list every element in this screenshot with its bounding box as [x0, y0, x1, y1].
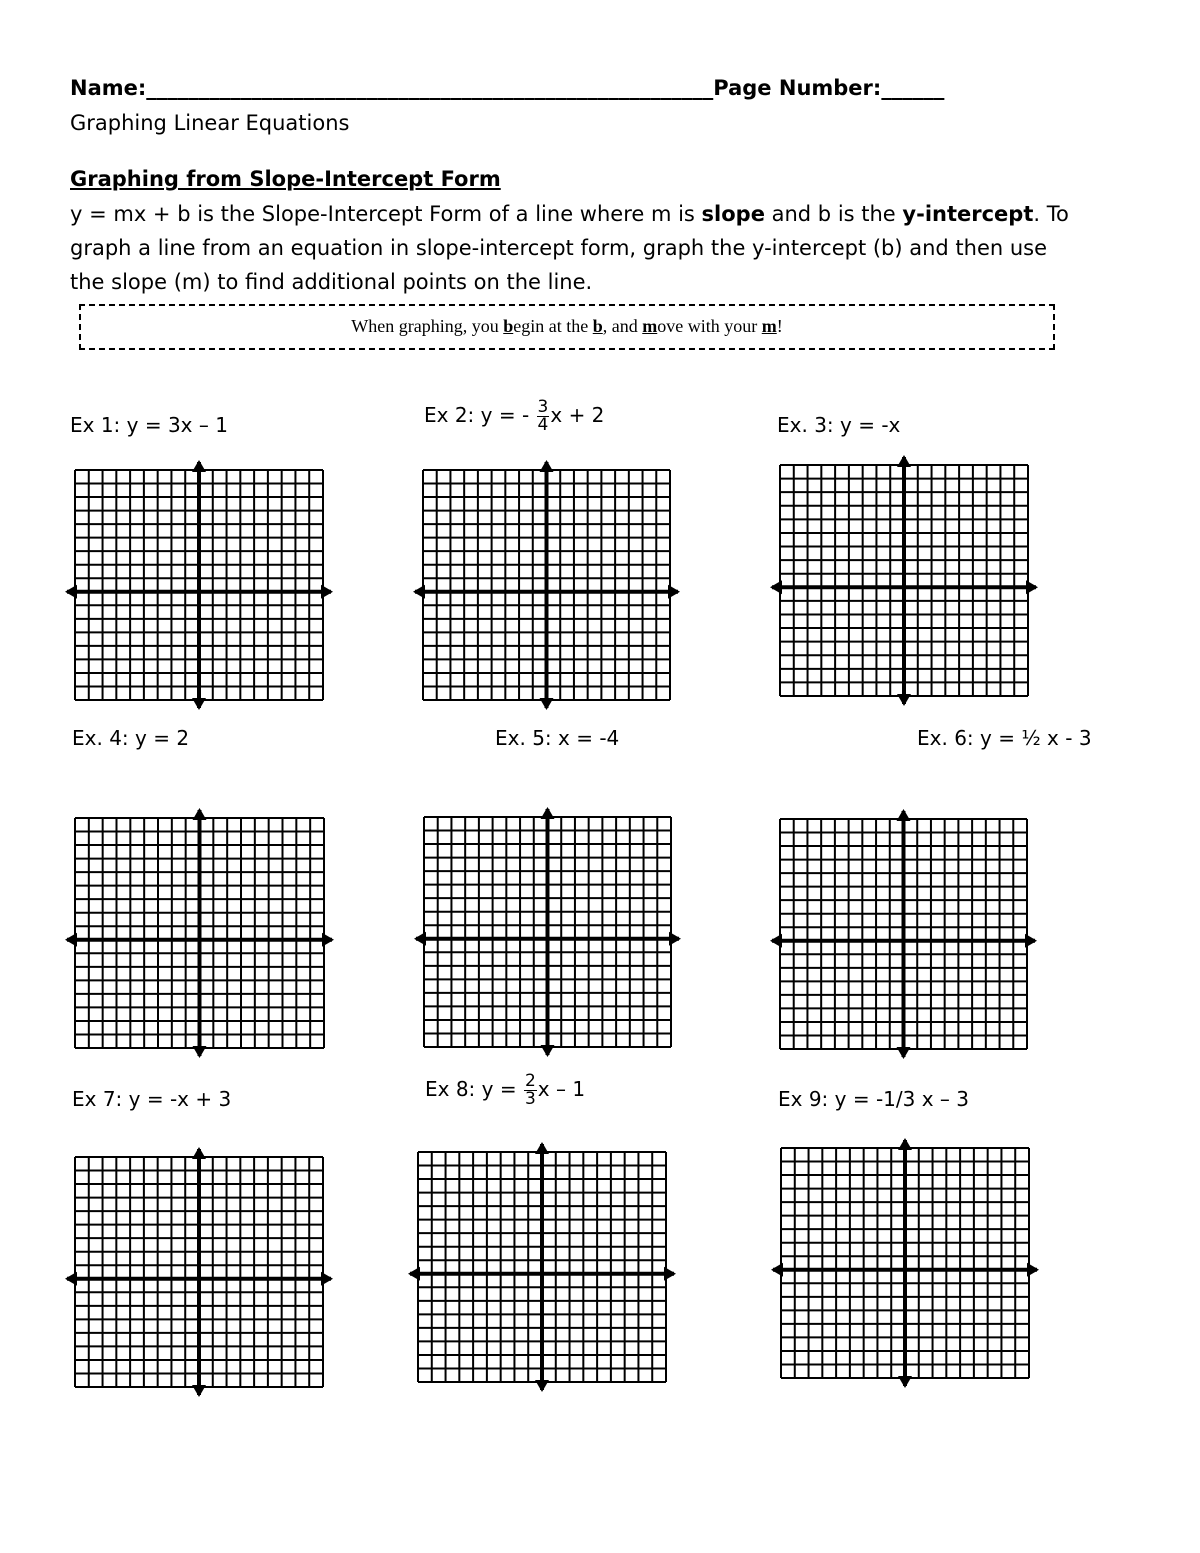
page-number-blank[interactable]: ______: [881, 76, 945, 100]
fraction-denominator: 3: [524, 1089, 536, 1109]
text-fragment: x – 1: [537, 1077, 586, 1101]
arrow-right-icon: [1025, 934, 1037, 948]
text-fragment: y = mx + b is the Slope-Intercept Form of a line where m is: [70, 202, 702, 226]
coordinate-grid-2[interactable]: [411, 458, 682, 712]
arrow-up-icon: [193, 808, 207, 820]
coordinate-grid-5[interactable]: [412, 805, 683, 1059]
callout-text: [81, 316, 1053, 337]
section-title: Graphing from Slope-Intercept Form: [70, 167, 501, 191]
coordinate-grid-3[interactable]: [768, 453, 1040, 708]
arrow-right-icon: [321, 1272, 333, 1286]
arrow-left-icon: [770, 580, 782, 594]
coordinate-grid-7[interactable]: [63, 1145, 335, 1399]
example-5-label: Ex. 5: x = -4: [495, 726, 620, 750]
arrow-right-icon: [664, 1267, 676, 1281]
text-fragment: . To: [1033, 202, 1069, 226]
arrow-left-icon: [414, 932, 426, 946]
arrow-down-icon: [541, 1045, 555, 1057]
coordinate-grid-8[interactable]: [406, 1140, 678, 1394]
section-line-2: graph a line from an equation in slope-intercept form, graph the y-intercept (b) and then use: [70, 236, 1048, 260]
slope-term: slope: [701, 202, 765, 226]
name-blank[interactable]: ______________________________________________________: [146, 76, 714, 100]
emphasis-letter: b: [592, 316, 603, 336]
coordinate-grid-4[interactable]: [63, 806, 336, 1060]
arrow-down-icon: [192, 1385, 206, 1397]
mnemonic-callout: [79, 304, 1055, 350]
fraction-numerator: 2: [524, 1071, 536, 1091]
example-2-label: [424, 399, 604, 434]
coordinate-grid-1[interactable]: [63, 458, 335, 712]
fraction-denominator: 4: [537, 415, 549, 435]
section-line-1: [70, 197, 1069, 231]
arrow-down-icon: [897, 694, 911, 706]
text-fragment: Ex 8: y =: [425, 1077, 523, 1101]
text-fragment: When graphing, you: [351, 316, 504, 336]
text-fragment: x + 2: [550, 403, 605, 427]
example-1-label: Ex 1: y = 3x – 1: [70, 413, 228, 437]
arrow-up-icon: [535, 1142, 549, 1154]
y-intercept-term: y-intercept: [902, 202, 1034, 226]
page-number-label: Page Number:: [713, 76, 882, 100]
text-fragment: ove with your: [657, 316, 762, 336]
example-6-label: Ex. 6: y = ½ x - 3: [917, 726, 1092, 750]
arrow-left-icon: [65, 1272, 77, 1286]
emphasis-letter: m: [642, 316, 658, 336]
arrow-down-icon: [193, 1046, 207, 1058]
arrow-left-icon: [770, 934, 782, 948]
arrow-down-icon: [192, 698, 206, 710]
coordinate-grid-9[interactable]: [769, 1136, 1041, 1390]
text-fragment: egin at the: [513, 316, 593, 336]
arrow-left-icon: [771, 1263, 783, 1277]
name-line: [70, 76, 944, 100]
arrow-right-icon: [668, 585, 680, 599]
arrow-up-icon: [898, 1138, 912, 1150]
arrow-left-icon: [65, 585, 77, 599]
arrow-up-icon: [897, 455, 911, 467]
section-line-3: the slope (m) to find additional points on the line.: [70, 270, 593, 294]
arrow-up-icon: [192, 1147, 206, 1159]
text-fragment: , and: [602, 316, 643, 336]
arrow-up-icon: [897, 809, 911, 821]
arrow-right-icon: [1026, 580, 1038, 594]
emphasis-letter: b: [503, 316, 514, 336]
arrow-right-icon: [1027, 1263, 1039, 1277]
emphasis-letter: m: [761, 316, 777, 336]
arrow-down-icon: [897, 1047, 911, 1059]
coordinate-grid-6[interactable]: [768, 807, 1039, 1061]
fraction: [537, 399, 550, 434]
arrow-left-icon: [408, 1267, 420, 1281]
arrow-left-icon: [413, 585, 425, 599]
worksheet-subtitle: Graphing Linear Equations: [70, 111, 350, 135]
arrow-left-icon: [65, 933, 77, 947]
fraction-numerator: 3: [537, 397, 549, 417]
arrow-up-icon: [540, 460, 554, 472]
fraction: [524, 1073, 537, 1108]
text-fragment: and b is the: [764, 202, 903, 226]
example-4-label: Ex. 4: y = 2: [72, 726, 190, 750]
text-fragment: Ex 2: y = -: [424, 403, 536, 427]
arrow-up-icon: [192, 460, 206, 472]
example-3-label: Ex. 3: y = -x: [777, 413, 901, 437]
arrow-down-icon: [535, 1380, 549, 1392]
text-fragment: !: [776, 316, 783, 336]
example-8-label: [425, 1073, 585, 1108]
example-9-label: Ex 9: y = -1/3 x – 3: [778, 1087, 969, 1111]
arrow-up-icon: [541, 807, 555, 819]
arrow-right-icon: [322, 933, 334, 947]
example-7-label: Ex 7: y = -x + 3: [72, 1087, 232, 1111]
name-label: Name:: [70, 76, 147, 100]
arrow-right-icon: [669, 932, 681, 946]
arrow-right-icon: [321, 585, 333, 599]
arrow-down-icon: [540, 698, 554, 710]
arrow-down-icon: [898, 1376, 912, 1388]
